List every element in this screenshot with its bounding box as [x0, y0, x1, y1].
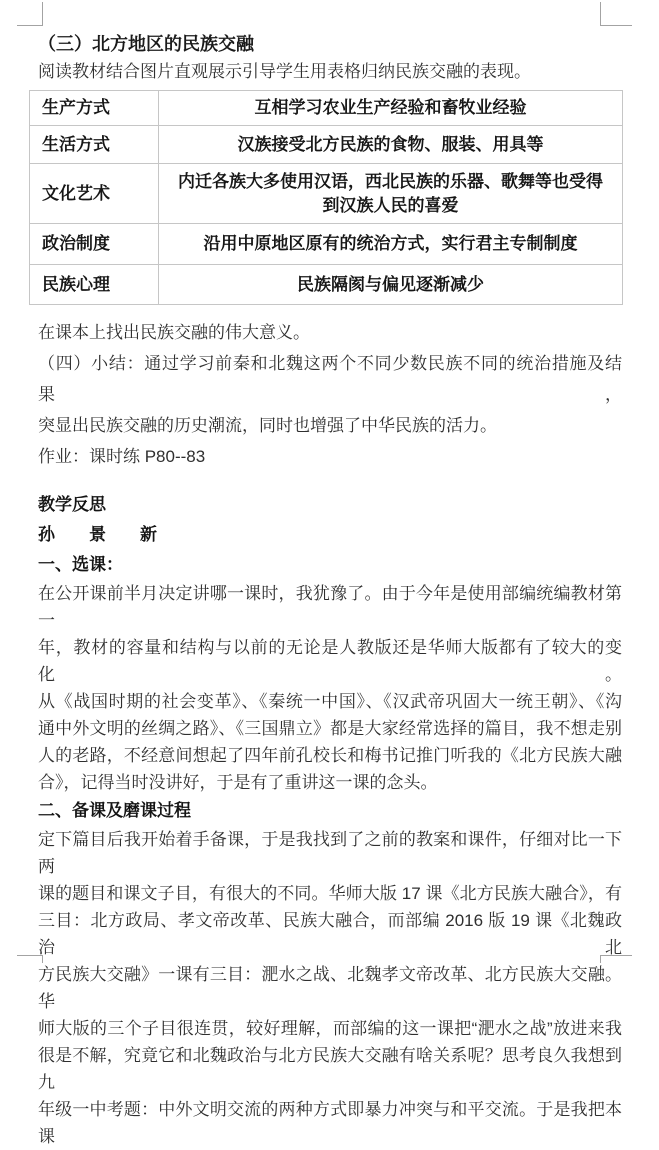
reflection-author: 孙 景 新	[38, 525, 157, 544]
after-table-line: 在课本上找出民族交融的伟大意义。	[38, 323, 310, 342]
paragraph-line: 年级一中考题：中外文明交流的两种方式即暴力冲突与和平交流。于是我把本课	[38, 1100, 622, 1146]
category-cell: 民族心理	[30, 265, 159, 305]
reflection-section1-heading: 一、选课：	[38, 555, 123, 574]
table-row	[30, 126, 623, 164]
document-body	[38, 30, 622, 1150]
paragraph-line: 年，教材的容量和结构与以前的无论是人教版还是华师大版都有了较大的变化。	[38, 638, 622, 684]
description-cell: 互相学习农业生产经验和畜牧业经验	[159, 91, 623, 126]
table-row	[30, 265, 623, 305]
paragraph-line: 合》，记得当时没讲好，于是有了重讲这一课的念头。	[38, 773, 438, 792]
category-cell: 生活方式	[30, 126, 159, 164]
crop-mark-top-left	[17, 2, 43, 26]
table-row	[30, 164, 623, 224]
description-cell: 内迁各族大多使用汉语，西北民族的乐器、歌舞等也受得到汉族人民的喜爱	[159, 164, 623, 224]
reflection-section2-heading: 二、备课及磨课过程	[38, 801, 191, 820]
category-cell: 政治制度	[30, 224, 159, 265]
crop-mark-top-right	[600, 2, 632, 26]
paragraph-line: 很是不解，究竟它和北魏政治与北方民族大交融有啥关系呢？思考良久我想到九	[38, 1046, 622, 1092]
paragraph-line: 课的题目和课文子目，有很大的不同。华师大版 17 课《北方民族大融合》，有	[38, 884, 622, 903]
category-cell: 生产方式	[30, 91, 159, 126]
category-cell: 文化艺术	[30, 164, 159, 224]
paragraph-line: 师大版的三个子目很连贯，较好理解，而部编的这一课把“淝水之战”放进来我	[38, 1019, 622, 1038]
description-cell: 沿用中原地区原有的统治方式，实行君主专制制度	[159, 224, 623, 265]
description-cell: 民族隔阂与偏见逐渐减少	[159, 265, 623, 305]
paragraph-line: 方民族大交融》一课有三目：淝水之战、北魏孝文帝改革、北方民族大交融。华	[38, 965, 622, 1011]
paragraph-line: 在公开课前半月决定讲哪一课时，我犹豫了。由于今年是使用部编统编教材第一	[38, 584, 622, 630]
paragraph-line: 从《战国时期的社会变革》、《秦统一中国》、《汉武帝巩固大一统王朝》、《沟	[38, 692, 622, 711]
table-row	[30, 224, 623, 265]
paragraph-line: 三目：北方政局、孝文帝改革、民族大融合，而部编 2016 版 19 课《北魏政治北	[38, 911, 622, 957]
section4-line: 突显出民族交融的历史潮流，同时也增强了中华民族的活力。	[38, 416, 497, 435]
table-row	[30, 91, 623, 126]
description-cell: 汉族接受北方民族的食物、服装、用具等	[159, 126, 623, 164]
paragraph-line: 定下篇目后我开始着手备课，于是我找到了之前的教案和课件，仔细对比一下两	[38, 830, 622, 876]
section3-heading: （三）北方地区的民族交融	[38, 34, 254, 54]
section4-line: （四）小结：通过学习前秦和北魏这两个不同少数民族不同的统治措施及结果，	[38, 354, 622, 404]
section3-intro: 阅读教材结合图片直观展示引导学生用表格归纳民族交融的表现。	[38, 62, 531, 81]
homework-line: 作业：课时练 P80--83	[38, 447, 206, 466]
paragraph-line: 通中外文明的丝绸之路》、《三国鼎立》都是大家经常选择的篇目，我不想走别	[38, 719, 622, 738]
fusion-table	[29, 90, 623, 305]
paragraph-line: 人的老路，不经意间想起了四年前孔校长和梅书记推门听我的《北方民族大融	[38, 746, 622, 765]
reflection-title: 教学反思	[38, 495, 106, 514]
